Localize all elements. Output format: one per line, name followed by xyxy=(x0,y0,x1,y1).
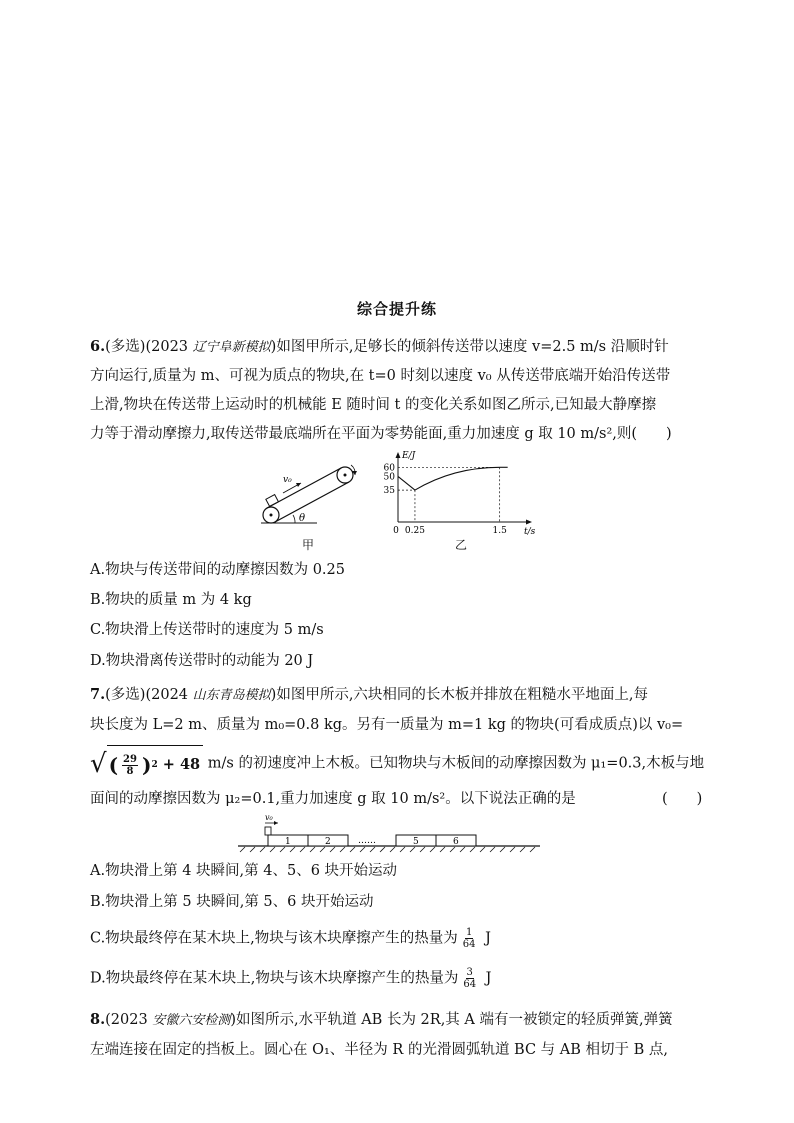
q7-option-a[interactable]: A.物块滑上第 4 块瞬间,第 4、5、6 块开始运动 xyxy=(90,863,398,879)
block xyxy=(265,827,271,835)
energy-time-chart xyxy=(370,450,540,535)
y-tick-label-35: 35 xyxy=(383,486,395,497)
board-ellipsis: …… xyxy=(358,836,376,846)
q7-number: 7. xyxy=(90,686,106,703)
board-label-1: 1 xyxy=(285,837,291,847)
x-tick-label-1-5: 1.5 xyxy=(492,526,507,535)
belt-lower xyxy=(275,482,349,522)
x-axis-label: t/s xyxy=(524,527,536,535)
chart-axes xyxy=(384,451,536,535)
ground-hatching xyxy=(240,847,535,852)
y-axis-label: E/J xyxy=(402,451,416,461)
board-label-5: 5 xyxy=(413,837,419,847)
q8-line1-tail: )如图所示,水平轨道 AB 长为 2R,其 A 端有一被锁定的轻质弹簧,弹簧 xyxy=(230,1012,673,1028)
q7-line3-tail: m/s 的初速度冲上木板。已知物块与木板间的动摩擦因数为 μ₁=0.3,木板与地 xyxy=(203,755,705,772)
v0-label: v₀ xyxy=(265,813,273,822)
q6-source-year: (2023 xyxy=(145,339,193,355)
q7-line-4: 面间的动摩擦因数为 μ₂=0.1,重力加速度 g 取 10 m/s²。以下说法正确的是 ( ) xyxy=(90,787,710,811)
series-segment-1 xyxy=(398,476,415,490)
fig-left-caption: 甲 xyxy=(302,538,315,552)
q7-option-d[interactable]: D.物块最终停在某木块上,物块与该木块摩擦产生的热量为 $\frac{3}{64}$ J xyxy=(90,967,492,990)
y-tick-label-50: 50 xyxy=(383,472,395,483)
q8-number: 8. xyxy=(90,1011,106,1028)
q7-tag: (多选) xyxy=(105,687,146,703)
x-tick-label-0: 0 xyxy=(393,526,399,535)
q6-tag: (多选) xyxy=(105,339,146,355)
q7-source-year: (2024 xyxy=(145,687,193,703)
q7-line-1 xyxy=(90,683,710,708)
q7-option-b[interactable]: B.物块滑上第 5 块瞬间,第 5、6 块开始运动 xyxy=(90,894,374,910)
theta-label: θ xyxy=(299,513,306,524)
chart-marks xyxy=(398,467,508,522)
board-label-2: 2 xyxy=(325,837,331,847)
q8-line-2: 左端连接在固定的挡板上。圆心在 O₁、半径为 R 的光滑圆弧轨道 BC 与 AB 相切于 B 点, xyxy=(90,1042,669,1058)
conveyor-belt-figure xyxy=(255,455,370,530)
x-axis-arrow xyxy=(526,520,532,525)
y-axis-arrow xyxy=(396,452,401,458)
angle-arc xyxy=(293,515,295,523)
boards-figure xyxy=(238,813,543,855)
q6-line-4: 力等于滑动摩擦力,取传送带最底端所在平面为零势能面,重力加速度 g 取 10 m/s²,则( ) xyxy=(90,426,672,442)
q7-line-2: 块长度为 L=2 m、质量为 m₀=0.8 kg。另有一质量为 m=1 kg 的物块(可看成质点)以 v₀= xyxy=(90,717,684,733)
sqrt-expression: √ ( $\frac{29}{8}$ ) 2 + 48 xyxy=(90,745,203,782)
block xyxy=(266,495,279,507)
fraction-1-64: $\frac{1}{64}$ xyxy=(462,927,476,950)
q6-source: 辽宁阜新模拟 xyxy=(192,340,271,355)
q6-option-d[interactable]: D.物块滑离传送带时的动能为 20 J xyxy=(90,653,314,669)
q7-option-c[interactable]: C.物块最终停在某木块上,物块与该木块摩擦产生的热量为 $\frac{1}{64}$ J xyxy=(90,927,491,950)
q8-source: 安徽六安检测 xyxy=(152,1013,231,1028)
q6-line-2: 方向运行,质量为 m、可视为质点的物块,在 t=0 时刻以速度 v₀ 从传送带底端开始沿传送带 xyxy=(90,368,671,384)
q6-option-c[interactable]: C.物块滑上传送带时的速度为 5 m/s xyxy=(90,622,324,638)
q6-line-1 xyxy=(90,335,710,360)
y-tick-label-60: 60 xyxy=(383,463,395,474)
q6-number: 6. xyxy=(90,338,106,355)
q6-option-b[interactable]: B.物块的质量 m 为 4 kg xyxy=(90,592,252,608)
fraction-3-64: $\frac{3}{64}$ xyxy=(463,967,477,990)
q7-answer-paren: ( ) xyxy=(662,791,703,807)
q8-source-year: (2023 xyxy=(105,1012,153,1028)
board-label-6: 6 xyxy=(453,837,459,847)
q7-line-3 xyxy=(90,745,710,782)
section-title: 综合提升练 xyxy=(356,300,437,318)
q7-line1-tail: )如图甲所示,六块相同的长木板并排放在粗糙水平地面上,每 xyxy=(270,687,649,703)
x-tick-label-0-25: 0.25 xyxy=(404,526,425,535)
q6-line-3: 上滑,物块在传送带上运动时的机械能 E 随时间 t 的变化关系如图乙所示,已知最大静摩擦 xyxy=(90,397,657,413)
q8-line-1 xyxy=(90,1008,710,1033)
v0-label: v₀ xyxy=(283,475,292,485)
q6-option-a[interactable]: A.物块与传送带间的动摩擦因数为 0.25 xyxy=(90,562,345,578)
fig-right-caption: 乙 xyxy=(455,538,468,552)
q6-line1-tail: )如图甲所示,足够长的倾斜传送带以速度 v=2.5 m/s 沿顺时针 xyxy=(270,339,669,355)
q7-source: 山东青岛模拟 xyxy=(192,688,271,703)
series-segment-2 xyxy=(415,467,500,490)
